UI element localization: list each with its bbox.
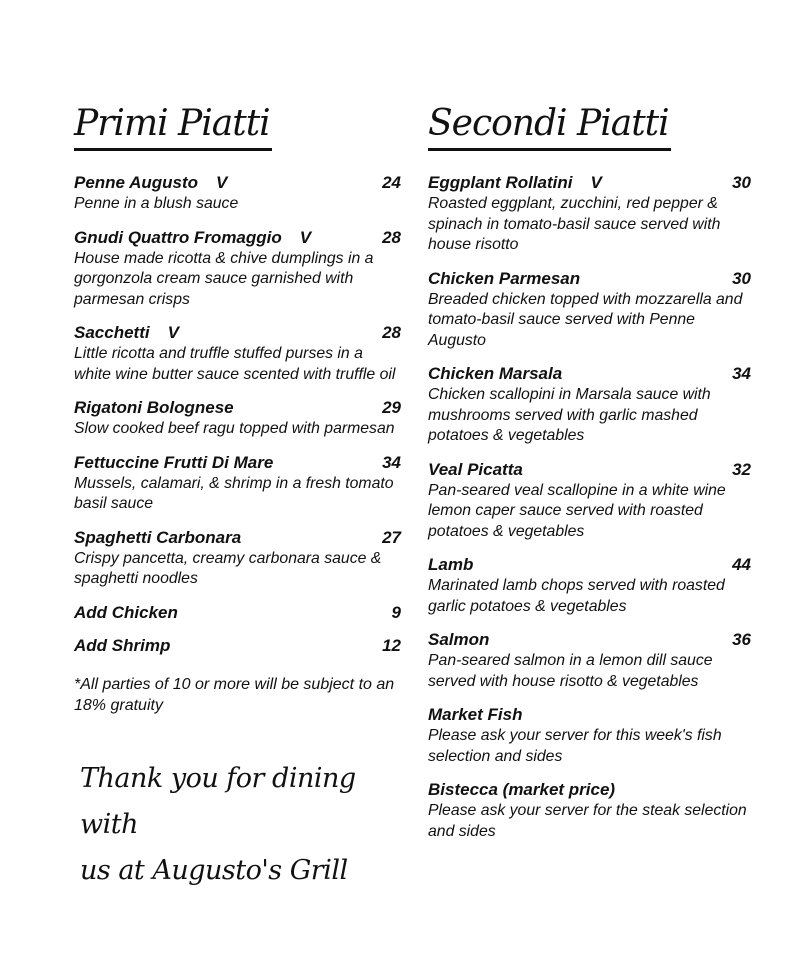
thank-you-message [74,756,402,894]
menu-item-header [428,630,752,650]
thank-you-line: us at Augusto's Grill [80,854,348,886]
menu-item-name [74,398,234,418]
menu-item-description: House made ricotta & chive dumplings in a gorgonzola cream sauce garnished with parmesan crisps [74,249,374,308]
menu-item-header [74,173,402,193]
menu-item-header [74,323,402,343]
menu-item-description: Marinated lamb chops served with roasted garlic potatoes & vegetables [428,577,725,615]
menu-item-header [74,528,402,548]
vegetarian-marker: V [167,323,179,342]
menu-item-price: 32 [732,459,751,479]
menu-item-name-text: Add Chicken [74,602,178,622]
menu-item-description: Mussels, calamari, & shrimp in a fresh tomato basil sauce [74,474,394,512]
menu-item-description: Chicken scallopini in Marsala sauce with mushrooms served with garlic mashed potatoes & vegetables [428,386,711,444]
vegetarian-marker: V [299,227,312,247]
section-title: Primi Piatti [74,100,272,151]
menu-item-header [428,780,752,800]
menu-item-header [428,364,752,384]
secondi-item-list [428,173,752,842]
menu-item-price: 30 [732,268,751,288]
menu-item [74,636,402,656]
menu-item-name [428,555,473,575]
menu-item-header [428,555,752,575]
menu-item [428,460,752,543]
menu-item-name-text: Rigatoni Bolognese [74,398,234,417]
menu-item-header [428,460,752,480]
menu-item-price: 24 [382,173,401,192]
menu-item-name [74,453,273,473]
menu-item [74,398,402,440]
menu-item-name [428,269,580,289]
menu-item-name-text: Eggplant Rollatini [428,173,573,192]
menu-item-price: 28 [382,227,401,247]
menu-item [428,630,752,692]
menu-item-name-text: Add Shrimp [74,635,171,655]
menu-item-name-text: Market Fish [428,705,523,724]
menu-item-header [74,636,402,656]
gratuity-note: *All parties of 10 or more will be subject to an 18% gratuity [74,675,395,714]
menu-item-name-text: Penne Augusto [74,173,199,192]
menu-item-price: 34 [732,364,751,383]
menu-item [74,528,402,590]
menu-item-header [74,398,402,418]
menu-item-header [74,453,402,473]
menu-item-name [428,780,615,800]
menu-item [74,603,402,623]
menu-item-name-text: Chicken Marsala [428,364,563,383]
menu-item [428,705,752,767]
menu-item-price: 34 [382,452,401,472]
menu-item-name-text: Veal Picatta [428,459,523,479]
menu-item [428,269,752,352]
menu-item-name-text: Salmon [428,630,490,649]
menu-item [428,780,752,842]
menu-item-header [74,228,402,248]
menu-item-price: 28 [382,323,401,342]
menu-item-name [74,528,241,548]
menu-item [428,555,752,617]
menu-item-name [74,636,170,656]
menu-item-description: Crispy pancetta, creamy carbonara sauce & spaghetti noodles [74,549,382,587]
menu-item-name [428,630,489,650]
menu-item-name-text: Sacchetti [74,323,150,342]
menu-item-header [74,603,402,623]
menu-item-description: Roasted eggplant, zucchini, red pepper & spinach in tomato-basil sauce served with house risotto [428,195,721,253]
secondi-piatti-section [428,100,752,855]
menu-item-name-text: Bistecca (market price) [428,780,616,799]
menu-item-name [74,603,178,623]
menu-item-description: Please ask your server for this week's fish selection and sides [428,727,722,765]
menu-item-description: Breaded chicken topped with mozzarella and tomato-basil sauce served with Penne Augusto [428,290,743,349]
menu-item-name [74,228,311,248]
menu-item-name [428,364,562,384]
menu-item-price: 30 [732,173,751,192]
menu-item-description: Slow cooked beef ragu topped with parmesan [74,420,395,437]
menu-item [428,173,752,256]
menu-item-description: Pan-seared veal scallopine in a white wine lemon caper sauce served with roasted potatoes & vegetables [428,481,726,540]
menu-item [428,364,752,447]
menu-item-name [428,460,523,480]
menu-item-price: 9 [391,602,401,622]
menu-item-name [74,173,227,193]
menu-item-header [428,705,752,725]
section-title: Secondi Piatti [428,100,671,151]
menu-item-price: 44 [732,555,751,574]
menu-item-header [428,269,752,289]
menu-item [74,323,402,385]
menu-item-name [428,705,522,725]
menu-item-price: 27 [382,527,401,547]
thank-you-line: Thank you for dining with [80,762,356,840]
menu-item-name [428,173,602,193]
menu-item-description: Penne in a blush sauce [74,195,239,212]
menu-item [74,228,402,311]
menu-item-name-text: Fettuccine Frutti Di Mare [74,452,274,472]
primi-item-list [74,173,402,656]
menu-item-price: 29 [382,398,401,417]
menu-item-description: Pan-seared salmon in a lemon dill sauce served with house risotto & vegetables [428,652,713,690]
menu-item-price: 12 [382,635,401,655]
menu-item-description: Please ask your server for the steak selection and sides [428,802,747,840]
vegetarian-marker: V [216,173,228,192]
menu-item-name-text: Spaghetti Carbonara [74,527,242,547]
vegetarian-marker: V [590,173,602,192]
menu-item-name-text: Gnudi Quattro Fromaggio [74,227,282,247]
menu-item [74,173,402,215]
menu-item-price: 36 [732,630,751,649]
menu-item-name-text: Lamb [428,555,474,574]
menu-item-name-text: Chicken Parmesan [428,268,581,288]
menu-item-name [74,323,179,343]
menu-item [74,453,402,515]
menu-item-description: Little ricotta and truffle stuffed purses in a white wine butter sauce scented with truffle oil [74,345,396,383]
menu-item-header [428,173,752,193]
primi-piatti-section [74,100,402,894]
